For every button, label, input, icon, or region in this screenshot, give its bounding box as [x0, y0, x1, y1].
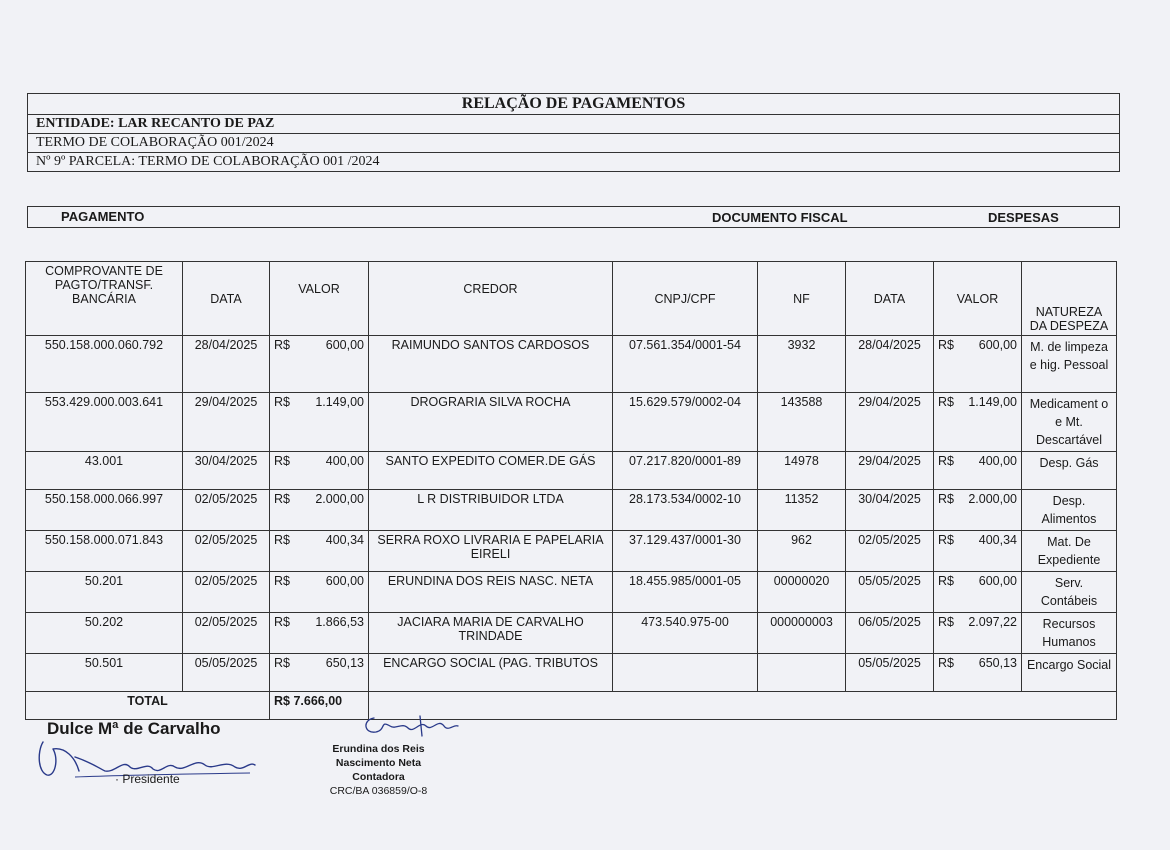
document-header — [27, 93, 1120, 172]
section-expenses: DESPESAS — [988, 210, 1059, 225]
table-row — [26, 654, 1117, 692]
header-creditor: CREDOR — [369, 262, 613, 336]
creditor-cell: JACIARA MARIA DE CARVALHO TRINDADE — [369, 613, 613, 654]
currency-symbol: R$ — [274, 454, 290, 468]
term-line: TERMO DE COLABORAÇÃO 001/2024 — [28, 133, 1119, 152]
value-cell — [270, 336, 369, 393]
date-cell: 02/05/2025 — [183, 613, 270, 654]
accountant-crc: CRC/BA 036859/O-8 — [329, 785, 428, 797]
doc-value-cell — [934, 654, 1022, 692]
currency-symbol: R$ — [274, 533, 290, 547]
section-bar — [27, 206, 1120, 228]
amount: 2.097,22 — [968, 615, 1017, 629]
president-role: · Presidente — [115, 772, 180, 786]
table-row — [26, 572, 1117, 613]
creditor-cell: L R DISTRIBUIDOR LTDA — [369, 490, 613, 531]
amount: 400,34 — [978, 533, 1017, 547]
currency-symbol: R$ — [938, 615, 954, 629]
amount: 600,00 — [325, 574, 364, 588]
nf-cell — [758, 654, 846, 692]
cnpj-cell: 18.455.985/0001-05 — [613, 572, 758, 613]
table-row — [26, 490, 1117, 531]
nf-cell: 143588 — [758, 393, 846, 452]
payments-table — [25, 261, 1117, 720]
date-cell: 28/04/2025 — [183, 336, 270, 393]
value-cell — [270, 572, 369, 613]
table-row — [26, 393, 1117, 452]
creditor-cell: SANTO EXPEDITO COMER.DE GÁS — [369, 452, 613, 490]
currency-symbol: R$ — [938, 395, 954, 409]
currency-symbol: R$ — [274, 338, 290, 352]
currency-symbol: R$ — [274, 574, 290, 588]
value-cell — [270, 613, 369, 654]
header-nature: NATUREZA DA DESPEZA — [1022, 262, 1117, 336]
amount: 1.149,00 — [968, 395, 1017, 409]
currency-symbol: R$ — [938, 454, 954, 468]
president-name: Dulce Mª de Carvalho — [47, 719, 221, 738]
receipt-cell: 50.201 — [26, 572, 183, 613]
currency-symbol: R$ — [274, 492, 290, 506]
cnpj-cell: 473.540.975-00 — [613, 613, 758, 654]
header-cnpj: CNPJ/CPF — [613, 262, 758, 336]
amount: 1.866,53 — [315, 615, 364, 629]
currency-symbol: R$ — [938, 533, 954, 547]
receipt-cell: 550.158.000.060.792 — [26, 336, 183, 393]
receipt-cell: 553.429.000.003.641 — [26, 393, 183, 452]
currency-symbol: R$ — [938, 338, 954, 352]
receipt-cell: 50.501 — [26, 654, 183, 692]
nf-cell: 11352 — [758, 490, 846, 531]
header-doc-date: DATA — [846, 262, 934, 336]
nf-cell: 14978 — [758, 452, 846, 490]
doc-value-cell — [934, 572, 1022, 613]
accountant-signature — [360, 712, 460, 742]
nature-cell: Medicament o e Mt. Descartável — [1022, 393, 1117, 452]
entity-line: ENTIDADE: LAR RECANTO DE PAZ — [28, 114, 1119, 133]
creditor-cell: SERRA ROXO LIVRARIA E PAPELARIA EIRELI — [369, 531, 613, 572]
cnpj-cell: 15.629.579/0002-04 — [613, 393, 758, 452]
date-cell: 02/05/2025 — [183, 572, 270, 613]
amount: 1.149,00 — [315, 395, 364, 409]
receipt-cell: 550.158.000.066.997 — [26, 490, 183, 531]
doc-value-cell — [934, 336, 1022, 393]
table-row — [26, 452, 1117, 490]
cnpj-cell — [613, 654, 758, 692]
nf-cell: 962 — [758, 531, 846, 572]
doc-value-cell — [934, 452, 1022, 490]
amount: 400,00 — [325, 454, 364, 468]
doc-date-cell: 05/05/2025 — [846, 572, 934, 613]
header-nf: NF — [758, 262, 846, 336]
value-cell — [270, 452, 369, 490]
cnpj-cell: 37.129.437/0001-30 — [613, 531, 758, 572]
table-header-row — [26, 262, 1117, 336]
creditor-cell: ERUNDINA DOS REIS NASC. NETA — [369, 572, 613, 613]
receipt-cell: 550.158.000.071.843 — [26, 531, 183, 572]
currency-symbol: R$ — [274, 656, 290, 670]
creditor-cell: ENCARGO SOCIAL (PAG. TRIBUTOS — [369, 654, 613, 692]
receipt-cell: 43.001 — [26, 452, 183, 490]
doc-date-cell: 28/04/2025 — [846, 336, 934, 393]
cnpj-cell: 07.217.820/0001-89 — [613, 452, 758, 490]
receipt-cell: 50.202 — [26, 613, 183, 654]
amount: 600,00 — [325, 338, 364, 352]
value-cell — [270, 531, 369, 572]
currency-symbol: R$ — [938, 492, 954, 506]
total-filler — [369, 692, 1117, 720]
amount: 600,00 — [978, 338, 1017, 352]
currency-symbol: R$ — [274, 395, 290, 409]
currency-symbol: R$ — [938, 656, 954, 670]
nature-cell: Desp. Gás — [1022, 452, 1117, 490]
header-value: VALOR — [270, 262, 369, 336]
date-cell: 02/05/2025 — [183, 531, 270, 572]
header-doc-value: VALOR — [934, 262, 1022, 336]
amount: 600,00 — [978, 574, 1017, 588]
doc-value-cell — [934, 531, 1022, 572]
doc-date-cell: 05/05/2025 — [846, 654, 934, 692]
value-cell — [270, 490, 369, 531]
nf-cell: 000000003 — [758, 613, 846, 654]
table-row — [26, 531, 1117, 572]
parcel-line: Nº 9º PARCELA: TERMO DE COLABORAÇÃO 001 /2024 — [28, 152, 1119, 171]
doc-date-cell: 02/05/2025 — [846, 531, 934, 572]
table-row — [26, 336, 1117, 393]
doc-date-cell: 30/04/2025 — [846, 490, 934, 531]
currency-symbol: R$ — [938, 574, 954, 588]
section-payment: PAGAMENTO — [61, 209, 145, 224]
value-cell — [270, 393, 369, 452]
nf-cell: 3932 — [758, 336, 846, 393]
value-cell — [270, 654, 369, 692]
date-cell: 02/05/2025 — [183, 490, 270, 531]
section-fiscal-document: DOCUMENTO FISCAL — [712, 210, 848, 225]
cnpj-cell: 28.173.534/0002-10 — [613, 490, 758, 531]
doc-value-cell — [934, 393, 1022, 452]
table-row — [26, 613, 1117, 654]
doc-date-cell: 29/04/2025 — [846, 393, 934, 452]
doc-date-cell: 06/05/2025 — [846, 613, 934, 654]
nature-cell: M. de limpeza e hig. Pessoal — [1022, 336, 1117, 393]
amount: 650,13 — [325, 656, 364, 670]
nature-cell: Recursos Humanos — [1022, 613, 1117, 654]
total-row — [26, 692, 1117, 720]
total-label: TOTAL — [26, 692, 270, 720]
header-date: DATA — [183, 262, 270, 336]
creditor-cell: DROGRARIA SILVA ROCHA — [369, 393, 613, 452]
doc-value-cell — [934, 490, 1022, 531]
document-title: RELAÇÃO DE PAGAMENTOS — [461, 95, 686, 112]
nature-cell: Serv. Contábeis — [1022, 572, 1117, 613]
nature-cell: Desp. Alimentos — [1022, 490, 1117, 531]
nf-cell: 00000020 — [758, 572, 846, 613]
date-cell: 05/05/2025 — [183, 654, 270, 692]
amount: 400,00 — [978, 454, 1017, 468]
accountant-role: Contadora — [352, 771, 405, 783]
date-cell: 30/04/2025 — [183, 452, 270, 490]
cnpj-cell: 07.561.354/0001-54 — [613, 336, 758, 393]
creditor-cell: RAIMUNDO SANTOS CARDOSOS — [369, 336, 613, 393]
date-cell: 29/04/2025 — [183, 393, 270, 452]
total-value: R$ 7.666,00 — [270, 692, 369, 720]
amount: 2.000,00 — [315, 492, 364, 506]
nature-cell: Mat. De Expediente — [1022, 531, 1117, 572]
accountant-block — [306, 742, 451, 798]
amount: 2.000,00 — [968, 492, 1017, 506]
amount: 400,34 — [325, 533, 364, 547]
doc-date-cell: 29/04/2025 — [846, 452, 934, 490]
doc-value-cell — [934, 613, 1022, 654]
accountant-name: Erundina dos Reis Nascimento Neta — [332, 743, 425, 769]
amount: 650,13 — [978, 656, 1017, 670]
currency-symbol: R$ — [274, 615, 290, 629]
nature-cell: Encargo Social — [1022, 654, 1117, 692]
header-receipt: COMPROVANTE DE PAGTO/TRANSF. BANCÁRIA — [26, 262, 183, 336]
